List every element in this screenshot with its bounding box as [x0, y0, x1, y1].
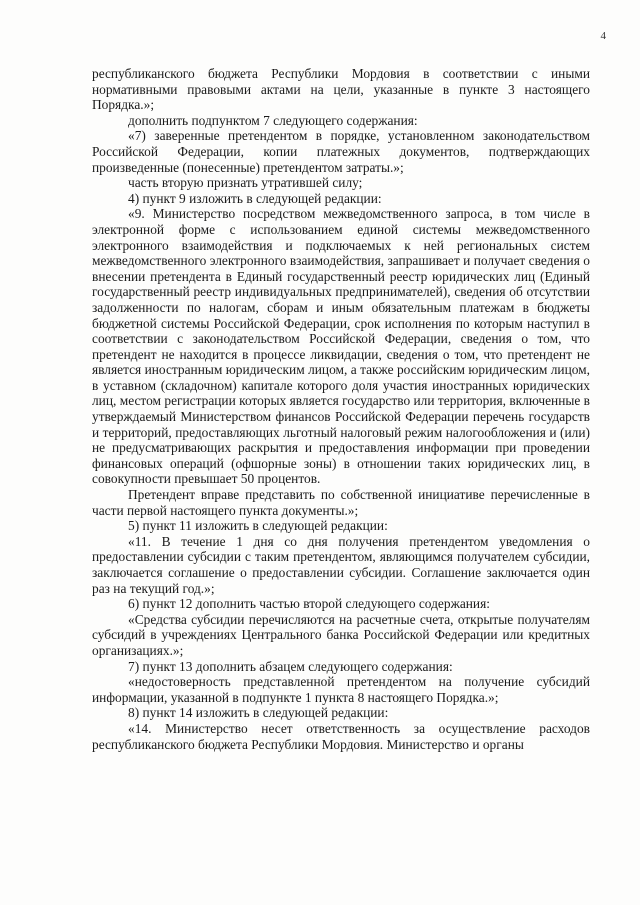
paragraph: «Средства субсидии перечисляются на расчетные счета, открытые получателям субсидий в учреждениях Центрального банка Российской Федерации или кредитных организациях.»;: [92, 611, 590, 658]
paragraph: часть вторую признать утратившей силу;: [128, 175, 363, 191]
document-body: [92, 66, 590, 752]
paragraph: дополнить подпунктом 7 следующего содержания:: [128, 112, 418, 128]
paragraph: 8) пункт 14 изложить в следующей редакции:: [128, 705, 389, 721]
paragraph: 4) пункт 9 изложить в следующей редакции:: [128, 190, 382, 206]
paragraph: «недостоверность представленной претендентом на получение субсидий информации, указанной в подпункте 1 пункта 8 настоящего Порядка.»;: [92, 674, 590, 705]
paragraph: 7) пункт 13 дополнить абзацем следующего содержания:: [128, 658, 453, 674]
paragraph: «14. Министерство несет ответственность за осуществление расходов республиканского бюджета Республики Мордовия. Министерство и органы: [92, 720, 590, 752]
paragraph: 5) пункт 11 изложить в следующей редакции:: [128, 518, 388, 534]
page-number: 4: [600, 30, 606, 42]
paragraph: «9. Министерство посредством межведомственного запроса, в том числе в электронной форме с использованием единой системы межведомственного электронного взаимодействия и подключаемых к ней региональных систем межведомственного электронного взаимодействия, запрашивает и получает сведения о внесении претендента в Единый государственный реестр юридических лиц (Единый государственный реестр индивидуальных предпринимателей), сведения об отсутствии задолженности по налогам, сборам и иным обязательным платежам в бюджеты бюджетной системы Российской Федерации, срок исполнения по которым наступил в соответствии с законодательством Российской Федерации, сведения о том, что претендент не находится в процессе ликвидации, сведения о том, что претендент не является иностранным юридическим лицом, а также российским юридическим лицом, в уставном (складочном) капитале которого доля участия иностранных юридических лиц, местом регистрации которых является государство или территория, включенные в утверждаемый Министерством финансов Российской Федерации перечень государств и территорий, предоставляющих льготный налоговый режим налогообложения и (или) не предусматривающих раскрытия и предоставления информации при проведении финансовых операций (офшорные зоны) в отношении таких юридических лиц, в совокупности превышает 50 процентов.: [92, 206, 590, 487]
paragraph: «7) заверенные претендентом в порядке, установленном законодательством Российской Федерации, копии платежных документов, подтверждающих произведенные (понесенные) претендентом затраты.»;: [92, 128, 590, 175]
paragraph: «11. В течение 1 дня со дня получения претендентом уведомления о предоставлении субсидии с таким претендентом, являющимся получателем субсидии, заключается соглашение о предоставлении субсидии. Соглашение заключается один раз на текущий год.»;: [92, 533, 590, 596]
paragraph: 6) пункт 12 дополнить частью второй следующего содержания:: [128, 596, 490, 612]
paragraph: республиканского бюджета Республики Мордовия в соответствии с иными нормативными правовыми актами на цели, указанные в пункте 3 настоящего Порядка.»;: [92, 66, 590, 113]
paragraph: Претендент вправе представить по собственной инициативе перечисленные в части первой настоящего пункта документы.»;: [92, 487, 590, 518]
